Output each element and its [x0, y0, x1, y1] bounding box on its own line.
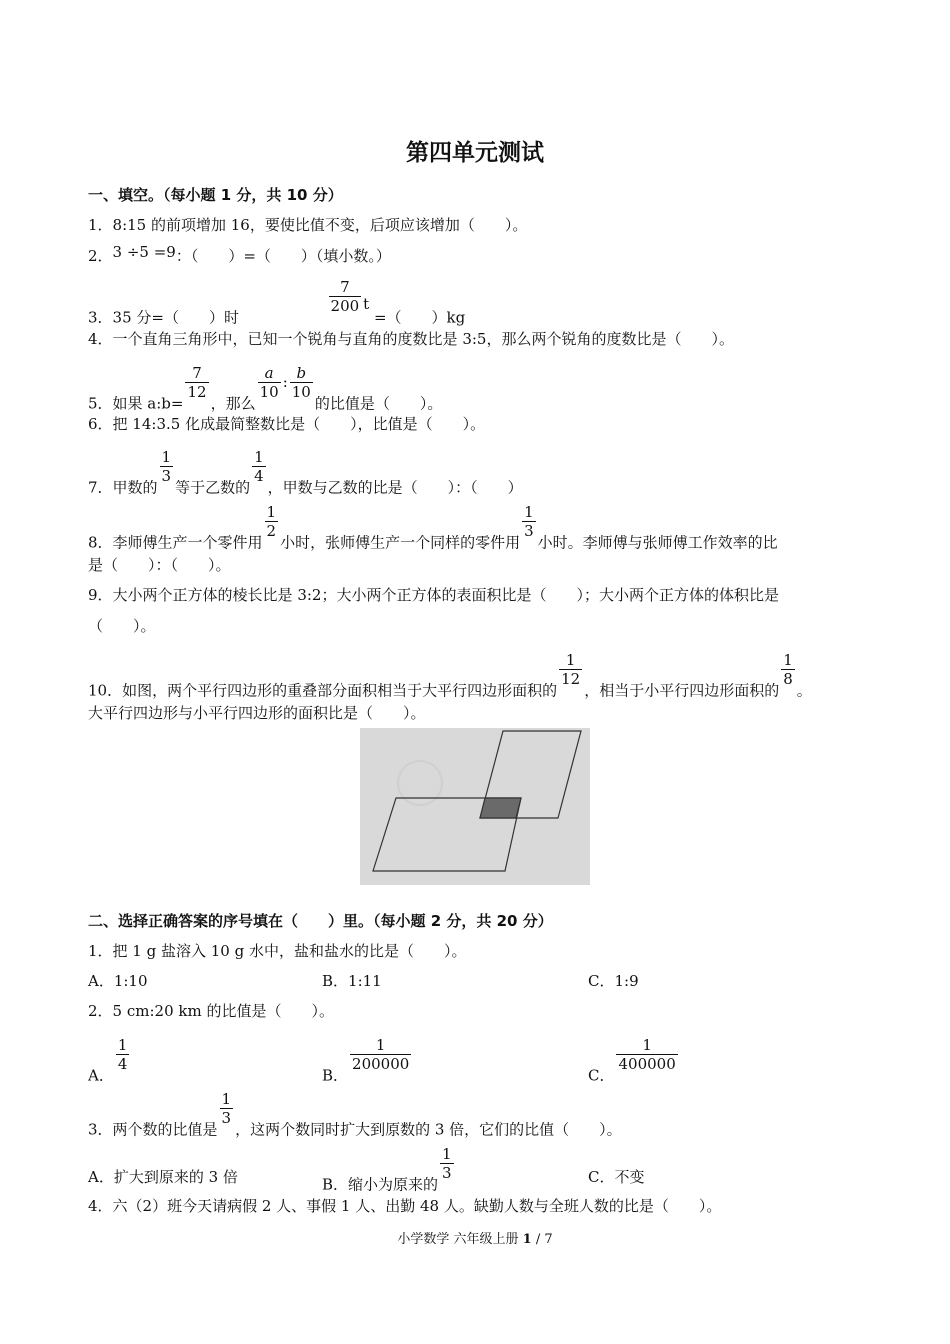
q2-expression: 3 ÷5 =9: [112, 243, 176, 261]
figure-background: [360, 728, 590, 885]
q2-3-option-a: A．扩大到原来的 3 倍: [88, 1168, 238, 1186]
q7-text-2: 等于乙数的: [175, 478, 251, 497]
q3-text-2: =（ ）kg: [373, 308, 466, 327]
q7-text-3: ，甲数与乙数的比是（ ）：（ ）: [267, 478, 523, 497]
q2-3-fraction: $\frac{1}{3}$: [221, 1090, 232, 1127]
page-title: 第四单元测试: [406, 140, 544, 166]
q2-rest: ：（ ）=（ ）（填小数。）: [175, 247, 391, 265]
q2-3-b-text: B．缩小为原来的: [322, 1175, 439, 1194]
section2-heading: 二、选择正确答案的序号填在（ ）里。（每小题 2 分，共 20 分）: [88, 912, 553, 930]
question-1-2: [88, 243, 391, 266]
q8-fraction-2: $\frac{1}{3}$: [524, 503, 534, 540]
q10-fraction-1: $\frac{1}{12}$: [561, 651, 581, 688]
q5-text-3: 的比值是（ ）。: [314, 394, 443, 413]
parallelograms-diagram: [360, 728, 590, 885]
question-1-9-line-2: （ ）。: [88, 617, 156, 635]
q10-text-1: 10．如图，两个平行四边形的重叠部分面积相当于大平行四边形面积的: [88, 681, 558, 700]
q5-text-1: 5．如果 a:b=: [88, 394, 184, 413]
question-1-10-line-2: 大平行四边形与小平行四边形的面积比是（ ）。: [88, 704, 426, 722]
q8-text-2: 小时，张师傅生产一个同样的零件用: [280, 533, 521, 552]
question-1-9: 9．大小两个正方体的棱长比是 3:2；大小两个正方体的表面积比是（ ）；大小两个正方体的体积比是: [88, 586, 779, 604]
q2-2-c-label: C．: [588, 1066, 615, 1085]
overlap-region: [480, 798, 521, 818]
q2-3-option-c: C．不变: [588, 1168, 645, 1186]
q5-fraction-3: $\frac{b}{10}$: [291, 364, 311, 401]
q2-3-text-1: 3．两个数的比值是: [88, 1120, 218, 1139]
q7-fraction-1: $\frac{1}{3}$: [161, 448, 172, 485]
q7-fraction-2: $\frac{1}{4}$: [254, 448, 264, 485]
q2-2-option-a: [88, 1036, 131, 1095]
q2-2-option-b: [322, 1036, 413, 1095]
question-2-3: [88, 1090, 622, 1149]
q2-2-c-fraction: $\frac{1}{400000}$: [618, 1036, 676, 1073]
q10-fraction-2: $\frac{1}{8}$: [783, 651, 793, 688]
question-1-8-line-2: 是（ ）：（ ）。: [88, 556, 231, 574]
q10-text-3: 。: [796, 681, 812, 700]
footer-page-total: / 7: [531, 1232, 553, 1247]
q2-2-b-fraction: $\frac{1}{200000}$: [352, 1036, 410, 1073]
q2-3-b-fraction: $\frac{1}{3}$: [442, 1145, 452, 1182]
q10-text-2: ，相当于小平行四边形面积的: [584, 681, 780, 700]
q2-1-option-c: C．1:9: [588, 972, 639, 990]
q8-text-1: 8．李师傅生产一个零件用: [88, 533, 263, 552]
q3-fraction: $\frac{7}{200}$: [330, 278, 360, 315]
q2-number: 2．: [88, 247, 113, 265]
q5-fraction-1: $\frac{7}{12}$: [187, 364, 207, 401]
q3-text-1: 3．35 分=（ ）时: [88, 308, 239, 327]
question-2-2: 2．5 cm:20 km 的比值是（ ）。: [88, 1002, 334, 1020]
q8-text-3: 小时。李师傅与张师傅工作效率的比: [537, 533, 778, 552]
q2-2-b-label: B．: [322, 1066, 349, 1085]
q2-1-option-a: A．1:10: [88, 972, 148, 990]
question-2-1: 1．把 1 g 盐溶入 10 g 水中，盐和盐水的比是（ ）。: [88, 942, 467, 960]
question-1-4: 4．一个直角三角形中，已知一个锐角与直角的度数比是 3:5，那么两个锐角的度数比是（ ）。: [88, 330, 734, 348]
question-2-4: 4．六（2）班今天请病假 2 人、事假 1 人、出勤 48 人。缺勤人数与全班人数的比是（ ）。: [88, 1197, 722, 1215]
q2-2-a-fraction: $\frac{1}{4}$: [117, 1036, 128, 1073]
q5-text-2: ，那么: [210, 394, 256, 413]
footer-page-number: 1: [522, 1232, 532, 1247]
q5-colon: :: [282, 372, 288, 391]
q2-2-a-label: A．: [88, 1066, 114, 1085]
question-1-7: [88, 448, 523, 507]
footer-text: 小学数学 六年级上册: [397, 1232, 523, 1247]
q5-fraction-2: $\frac{a}{10}$: [259, 364, 279, 401]
q8-fraction-1: $\frac{1}{2}$: [266, 503, 277, 540]
question-1-6: 6．把 14:3.5 化成最简整数比是（ ），比值是（ ）。: [88, 415, 486, 433]
q7-text-1: 7．甲数的: [88, 478, 158, 497]
parallelogram-figure: [360, 728, 590, 885]
q2-2-option-c: [588, 1036, 680, 1095]
q2-1-option-b: B．1:11: [322, 972, 382, 990]
section1-heading: 一、填空。（每小题 1 分，共 10 分）: [88, 186, 343, 204]
page-footer: [0, 1230, 950, 1250]
q2-3-text-2: ，这两个数同时扩大到原数的 3 倍，它们的比值（ ）。: [235, 1120, 622, 1139]
question-1-1: 1．8:15 的前项增加 16，要使比值不变，后项应该增加（ ）。: [88, 216, 528, 234]
q3-unit-t: t: [363, 294, 370, 313]
